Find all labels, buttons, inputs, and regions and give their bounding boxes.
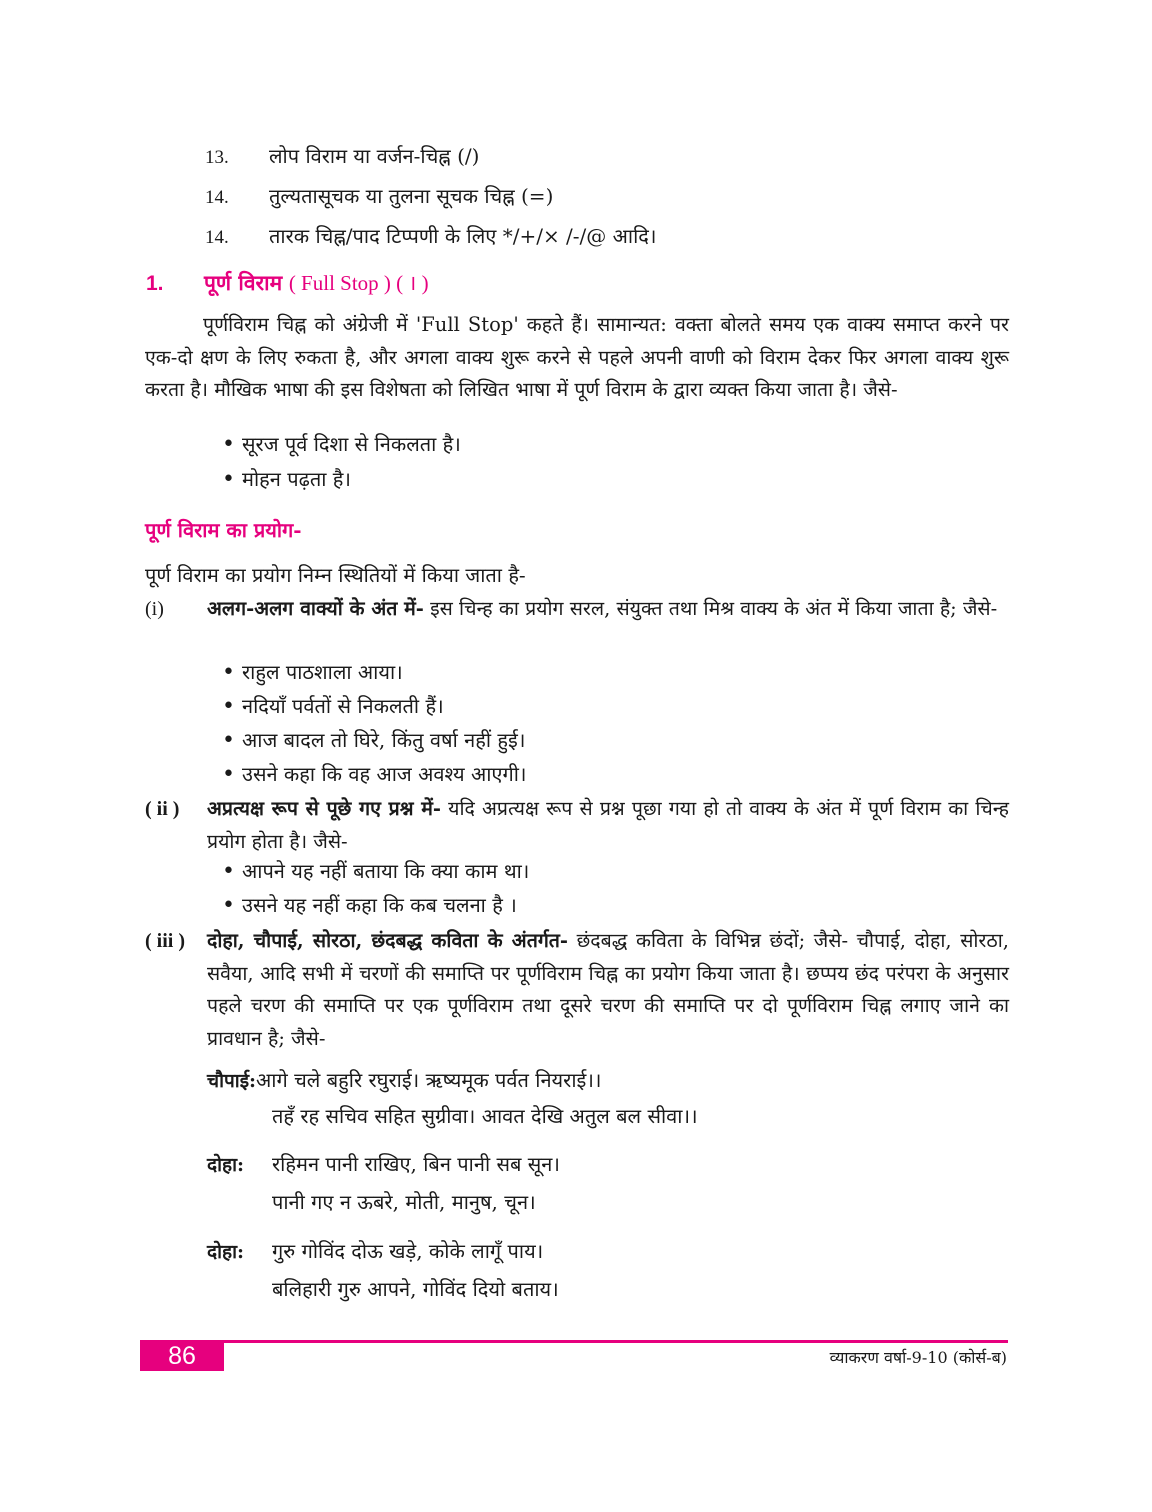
list-number: 14.	[205, 227, 229, 248]
list-text: तारक चिह्न/पाद टिप्पणी के लिए */+/× /-/@ आदि।	[269, 224, 657, 248]
section-title-en: ( Full Stop ) ( । )	[288, 271, 429, 295]
example-item: • राहुल पाठशाला आया।	[222, 660, 403, 685]
usage-item-title: दोहा, चौपाई, सोरठा, छंदबद्ध कविता के अंतर्गत-	[207, 929, 569, 952]
poem-chaupai	[207, 1067, 602, 1094]
example-item: • आपने यह नहीं बताया कि क्या काम था।	[222, 859, 530, 884]
example-text: मोहन पढ़ता है।	[242, 467, 351, 491]
poem-line: आगे चले बहुरि रघुराई। ऋष्यमूक पर्वत नियराई।।	[256, 1068, 602, 1092]
page-number: 86	[140, 1341, 224, 1371]
list-number: 13.	[205, 147, 229, 168]
poem-doha	[207, 1151, 560, 1178]
example-item: • सूरज पूर्व दिशा से निकलता है।	[222, 432, 461, 457]
example-text: आज बादल तो घिरे, किंतु वर्षा नहीं हुई।	[242, 728, 526, 752]
usage-item-text	[207, 925, 1009, 1055]
poem-line: पानी गए न ऊबरे, मोती, मानुष, चून।	[272, 1190, 536, 1214]
usage-heading: पूर्ण विराम का प्रयोग-	[145, 518, 302, 542]
section-number: 1.	[146, 272, 164, 295]
example-item: • उसने यह नहीं कहा कि कब चलना है ।	[222, 893, 517, 918]
section-heading	[146, 270, 429, 297]
list-number: 14.	[205, 187, 229, 208]
poem-line: बलिहारी गुरु आपने, गोविंद दियो बताय।	[272, 1277, 559, 1301]
example-item: • आज बादल तो घिरे, किंतु वर्षा नहीं हुई।	[222, 728, 526, 753]
intro-paragraph: पूर्णविराम चिह्न को अंग्रेजी में 'Full Stop' कहते हैं। सामान्यत: वक्ता बोलते समय एक वाक्य समाप्त करने पर एक-दो क्षण के लिए रुकता है, और अगला वाक्य शुरू करने से पहले अपनी वाणी को विराम देकर फिर अगला वाक्य शुरू करता है। मौखिक भाषा की इस विशेषता को लिखित भाषा में पूर्ण विराम के द्वारा व्यक्त किया जाता है। जैसे-	[145, 313, 1009, 401]
poem-line: तहँ रह सचिव सहित सुग्रीवा। आवत देखि अतुल बल सीवा।।	[272, 1104, 698, 1128]
example-text: आपने यह नहीं बताया कि क्या काम था।	[242, 859, 530, 883]
example-item: • नदियाँ पर्वतों से निकलती हैं।	[222, 694, 444, 719]
list-item	[205, 183, 553, 211]
example-text: सूरज पूर्व दिशा से निकलता है।	[242, 432, 461, 456]
poem-line: गुरु गोविंद दोऊ खड़े, कोके लागूँ पाय।	[272, 1239, 544, 1263]
usage-item-body: छंदबद्ध कविता के विभिन्न छंदों; जैसे- चौपाई, दोहा, सोरठा, सवैया, आदि सभी में चरणों की समाप्ति पर पूर्णविराम चिह्न का प्रयोग किया जाता है। छप्पय छंद परंपरा के अनुसार पहले चरण की समाप्ति पर एक पूर्णविराम तथा दूसरे चरण की समाप्ति पर दो पूर्णविराम चिह्न लगाए जाने का प्रावधान है; जैसे-	[207, 929, 1009, 1050]
item-marker: ( ii )	[145, 798, 180, 820]
usage-item-body: इस चिन्ह का प्रयोग सरल, संयुक्त तथा मिश्र वाक्य के अंत में किया जाता है; जैसे-	[423, 597, 998, 620]
poem-doha	[207, 1238, 543, 1265]
usage-item-title: अप्रत्यक्ष रूप से पूछे गए प्रश्न में-	[207, 797, 441, 820]
list-item	[205, 143, 479, 171]
poem-label: चौपाई:	[207, 1070, 257, 1092]
example-item: • उसने कहा कि वह आज अवश्य आएगी।	[222, 762, 527, 787]
example-text: नदियाँ पर्वतों से निकलती हैं।	[242, 694, 444, 718]
example-text: राहुल पाठशाला आया।	[242, 660, 403, 684]
usage-item-body: यदि अप्रत्यक्ष रूप से प्रश्न पूछा गया हो तो वाक्य के अंत में पूर्ण विराम का चिन्ह प्रयोग होता है। जैसे-	[207, 797, 1009, 853]
poem-label: दोहा:	[207, 1154, 245, 1176]
example-item: • मोहन पढ़ता है।	[222, 467, 351, 492]
item-marker: (i)	[145, 598, 164, 620]
list-text: लोप विराम या वर्जन-चिह्न (/)	[269, 144, 480, 168]
example-text: उसने कहा कि वह आज अवश्य आएगी।	[242, 762, 527, 786]
poem-line: रहिमन पानी राखिए, बिन पानी सब सून।	[272, 1152, 560, 1176]
poem-label: दोहा:	[207, 1241, 245, 1263]
list-text: तुल्यतासूचक या तुलना सूचक चिह्न (=)	[269, 184, 554, 208]
example-text: उसने यह नहीं कहा कि कब चलना है ।	[242, 893, 517, 917]
list-item	[205, 223, 656, 251]
section-title: पूर्ण विराम	[204, 270, 283, 295]
footer-divider	[140, 1340, 1008, 1343]
item-marker: ( iii )	[145, 930, 185, 952]
usage-item-text	[207, 793, 1009, 858]
usage-intro: पूर्ण विराम का प्रयोग निम्न स्थितियों में किया जाता है-	[145, 563, 526, 587]
usage-item-title: अलग-अलग वाक्यों के अंत में-	[207, 597, 424, 620]
usage-item-text	[207, 593, 1009, 626]
book-title: व्याकरण वर्षा-9-10 (कोर्स-ब)	[829, 1348, 1007, 1367]
